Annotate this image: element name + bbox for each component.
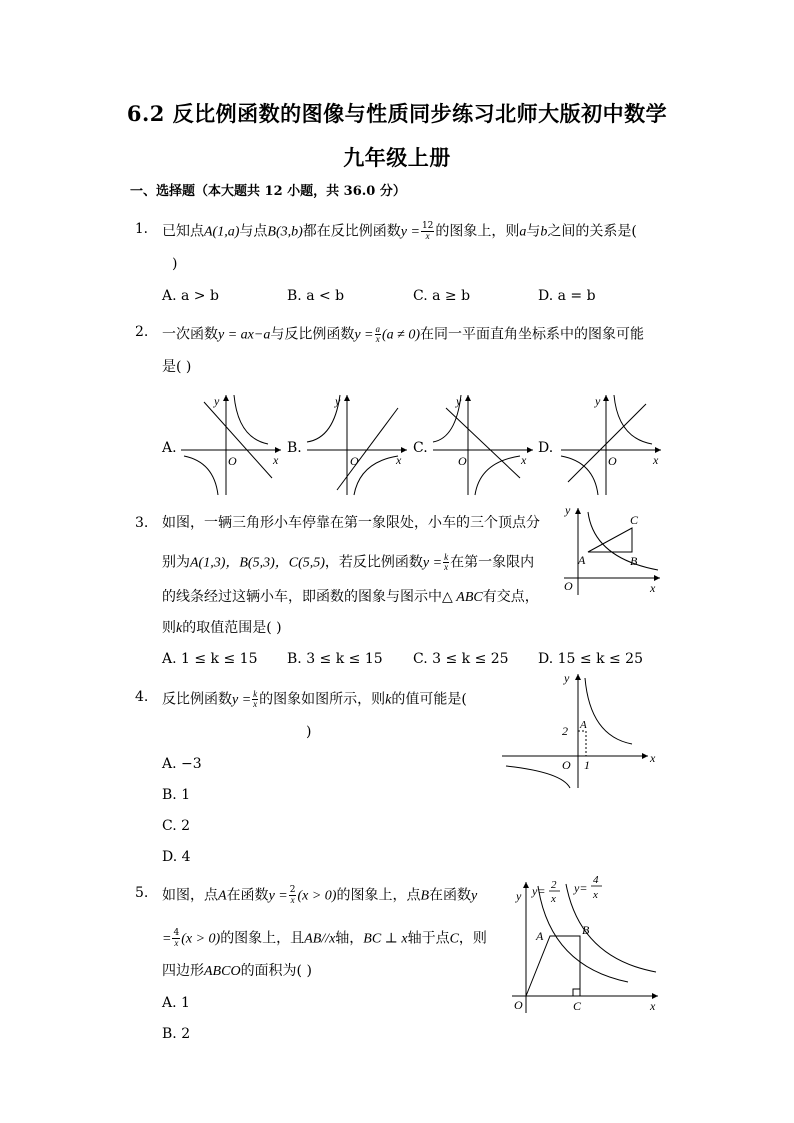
text: ，若反比例函数 bbox=[324, 554, 423, 571]
text: 的值可能是( bbox=[391, 691, 467, 708]
point-a-label: A bbox=[536, 929, 544, 943]
curve-label-1-den: x bbox=[551, 893, 556, 905]
math: △ ABC bbox=[442, 590, 483, 605]
math: A(1,a) bbox=[204, 224, 240, 240]
q3-option-a[interactable]: A. 1 ≤ k ≤ 15 bbox=[162, 651, 258, 667]
q4-option-b[interactable]: B. 1 bbox=[162, 787, 191, 803]
text: 的线条经过这辆小车，即函数的图象与图示中 bbox=[162, 589, 442, 605]
question-4-line1 bbox=[162, 690, 467, 709]
math: (a ≠ 0) bbox=[382, 327, 421, 343]
text: 与反比例函数 bbox=[270, 326, 355, 343]
axis-y-label: y bbox=[516, 889, 522, 903]
question-3-line2 bbox=[162, 553, 534, 572]
math: y = bbox=[232, 692, 252, 708]
question-3-number: 3. bbox=[135, 515, 149, 531]
text: 的面积为( ) bbox=[240, 963, 312, 979]
axis-x-label: x bbox=[650, 581, 656, 595]
math: ABCO bbox=[204, 964, 241, 979]
math: y = bbox=[422, 555, 443, 571]
math: y = bbox=[268, 888, 288, 904]
question-2-number: 2. bbox=[135, 324, 149, 340]
math: y = ax−a bbox=[218, 327, 271, 343]
curve-label-2: y= bbox=[574, 881, 588, 895]
q4-figure bbox=[500, 668, 662, 790]
text: 在函数 bbox=[226, 887, 269, 904]
math: y = bbox=[354, 327, 374, 343]
math: (x > 0) bbox=[297, 888, 337, 904]
math: BC ⊥ x bbox=[363, 931, 408, 947]
q2-option-b[interactable]: B. bbox=[287, 440, 302, 456]
question-3-line4 bbox=[162, 621, 282, 636]
math: B bbox=[420, 888, 430, 904]
q3-figure bbox=[558, 500, 668, 598]
page-title-line2: 九年级上册 bbox=[343, 145, 451, 170]
axis-y-label: y bbox=[565, 503, 571, 517]
text: 轴， bbox=[335, 930, 364, 947]
text: 则 bbox=[162, 620, 176, 636]
axis-y-label: y bbox=[595, 394, 601, 408]
text: 轴于点 bbox=[407, 930, 450, 947]
text: 别为 bbox=[162, 554, 190, 571]
axis-x-label: x bbox=[273, 453, 279, 467]
q2-graph-d bbox=[556, 390, 666, 498]
q5-option-a[interactable]: A. 1 bbox=[162, 995, 190, 1011]
question-3-line1: 如图，一辆三角形小车停靠在第一象限处，小车的三个顶点分 bbox=[162, 515, 540, 531]
text: 与 bbox=[526, 223, 541, 240]
math: b bbox=[540, 224, 548, 240]
math: k bbox=[385, 692, 392, 708]
axis-x-label: x bbox=[653, 453, 659, 467]
point-c-label: C bbox=[630, 513, 639, 527]
math: AB//x bbox=[304, 931, 336, 947]
q2-graph-c bbox=[428, 390, 538, 498]
q2-option-c[interactable]: C. bbox=[413, 440, 428, 456]
q1-option-b[interactable]: B. a < b bbox=[287, 288, 345, 304]
tick-x-label: 1 bbox=[584, 758, 590, 772]
text: 如图，点 bbox=[162, 887, 218, 904]
text: 与点 bbox=[239, 223, 268, 240]
question-1 bbox=[135, 222, 148, 236]
text: 在同一平面直角坐标系中的图象可能 bbox=[420, 326, 645, 343]
tick-y-label: 2 bbox=[562, 724, 568, 738]
text: 之间的关系是( bbox=[547, 223, 637, 240]
math: C bbox=[449, 931, 459, 947]
point-c-label: C bbox=[573, 999, 582, 1013]
text: ，则 bbox=[458, 930, 487, 947]
q3-option-c[interactable]: C. 3 ≤ k ≤ 25 bbox=[413, 651, 509, 667]
point-a-label: A bbox=[580, 719, 587, 731]
text: 的图象上，点 bbox=[336, 887, 421, 904]
math: y = bbox=[400, 224, 420, 240]
question-1-close: ) bbox=[172, 256, 178, 272]
q2-graph-a bbox=[176, 390, 286, 498]
question-5-number: 5. bbox=[135, 885, 149, 901]
math: y bbox=[471, 888, 478, 904]
origin-label: O bbox=[562, 758, 571, 772]
point-a-label: A bbox=[578, 553, 586, 567]
q4-option-a[interactable]: A. −3 bbox=[162, 756, 202, 772]
q2-option-d[interactable]: D. bbox=[538, 440, 554, 456]
origin-label: O bbox=[514, 998, 523, 1012]
math: (x > 0) bbox=[181, 931, 221, 947]
question-5-line2 bbox=[162, 929, 487, 948]
question-number: 1. bbox=[135, 221, 148, 237]
origin-label: O bbox=[458, 454, 467, 468]
q5-figure bbox=[510, 868, 666, 1016]
curve-label-2-den: x bbox=[593, 889, 598, 901]
axis-y-label: y bbox=[456, 394, 462, 408]
axis-y-label: y bbox=[564, 671, 570, 685]
point-b-label: B bbox=[582, 923, 590, 937]
text: 反比例函数 bbox=[162, 691, 232, 708]
question-5-line1 bbox=[162, 886, 477, 905]
text: 都在反比例函数 bbox=[302, 223, 401, 240]
text: 四边形 bbox=[162, 963, 204, 979]
q3-option-d[interactable]: D. 15 ≤ k ≤ 25 bbox=[538, 651, 643, 667]
fraction: $\frac{k}{x}$ bbox=[444, 552, 449, 572]
curve-label-2-num: 4 bbox=[593, 874, 599, 886]
q4-option-d[interactable]: D. 4 bbox=[162, 849, 191, 865]
fraction: $\frac{a}{x}$ bbox=[375, 324, 380, 344]
axis-y-label: y bbox=[214, 394, 220, 408]
question-2-line1 bbox=[162, 325, 644, 344]
curve-label-1-num: 2 bbox=[551, 879, 557, 891]
origin-label: O bbox=[608, 454, 617, 468]
section-heading: 一、选择题（本大题共 12 小题，共 36.0 分） bbox=[130, 184, 406, 199]
point-b-label: B bbox=[630, 554, 638, 568]
q4-option-c[interactable]: C. 2 bbox=[162, 818, 191, 834]
question-5-line3 bbox=[162, 964, 312, 979]
curve-label-1: y= bbox=[532, 884, 546, 898]
origin-label: O bbox=[228, 454, 237, 468]
question-2-line2: 是( ) bbox=[162, 359, 192, 375]
text: 的取值范围是( ) bbox=[182, 620, 282, 636]
text: 有交点， bbox=[482, 589, 539, 605]
page-title-line1: 6.2 反比例函数的图像与性质同步练习北师大版初中数学 bbox=[126, 101, 668, 126]
text: 的图象如图所示，则 bbox=[259, 691, 386, 708]
text: 已知点 bbox=[162, 223, 204, 240]
question-1-line1 bbox=[162, 222, 637, 241]
question-4-number: 4. bbox=[135, 689, 149, 705]
origin-label: O bbox=[564, 579, 573, 593]
fraction: $\frac{k}{x}$ bbox=[253, 689, 258, 709]
text: 一次函数 bbox=[162, 326, 218, 343]
question-4-close: ) bbox=[306, 724, 312, 740]
origin-label: O bbox=[350, 454, 359, 468]
fraction: $\frac{12}{x}$ bbox=[421, 221, 434, 241]
text: 的图象上，且 bbox=[220, 930, 305, 947]
q1-option-d[interactable]: D. a = b bbox=[538, 288, 596, 304]
q5-option-b[interactable]: B. 2 bbox=[162, 1026, 191, 1042]
fraction: $\frac{2}{x}$ bbox=[289, 885, 296, 905]
axis-x-label: x bbox=[521, 453, 527, 467]
q3-option-b[interactable]: B. 3 ≤ k ≤ 15 bbox=[287, 651, 383, 667]
axis-x-label: x bbox=[396, 453, 402, 467]
question-3-line3 bbox=[162, 590, 539, 605]
math: = bbox=[162, 931, 172, 947]
q2-option-a[interactable]: A. bbox=[162, 440, 177, 456]
q2-graph-b bbox=[302, 390, 412, 498]
text: 的图象上，则 bbox=[435, 223, 520, 240]
axis-x-label: x bbox=[650, 751, 656, 765]
axis-x-label: x bbox=[650, 999, 656, 1013]
text: 在第一象限内 bbox=[450, 554, 535, 571]
text: 在函数 bbox=[429, 887, 472, 904]
math: k bbox=[176, 621, 183, 636]
math: A(1,3)，B(5,3)，C(5,5) bbox=[190, 555, 325, 571]
q1-option-c[interactable]: C. a ≥ b bbox=[413, 288, 471, 304]
axis-y-label: y bbox=[335, 394, 341, 408]
math: B(3,b) bbox=[267, 224, 303, 240]
math: A bbox=[218, 888, 227, 904]
fraction: $\frac{4}{x}$ bbox=[173, 928, 180, 948]
math: a bbox=[519, 224, 527, 240]
q1-option-a[interactable]: A. a > b bbox=[162, 288, 219, 304]
